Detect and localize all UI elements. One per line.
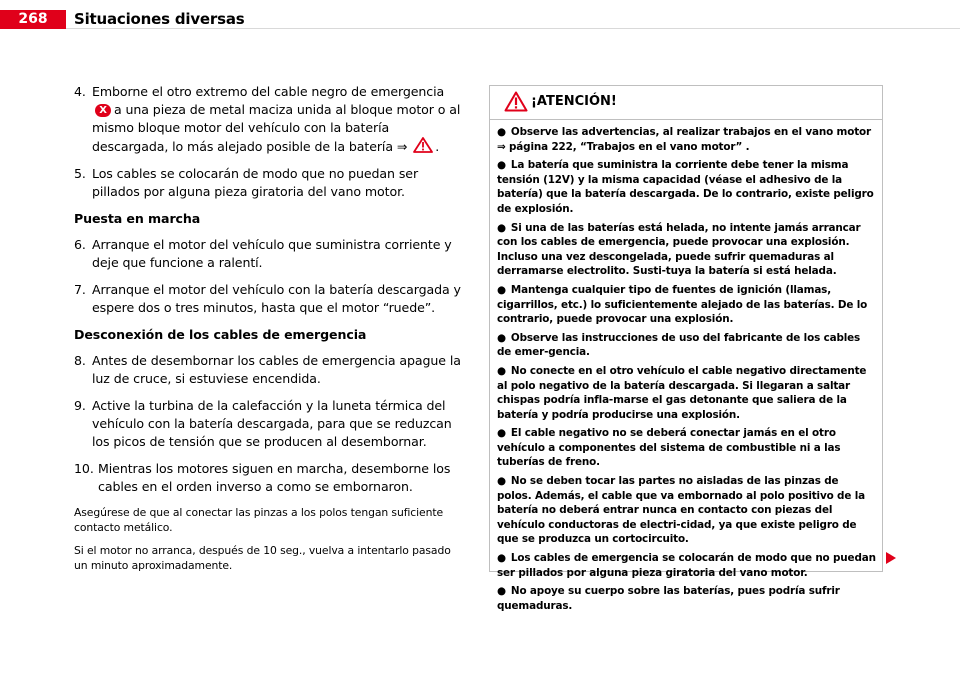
step-10: [74, 460, 466, 496]
warning-item: ● Si una de las baterías está helada, no intente jamás arrancar con los cables de emergencia, puede provocar una explosión. Incluso una vez descongelada, puede sufrir quemaduras al derramarse electrolito. Susti-tuya la batería si está helada.: [497, 221, 861, 278]
warning-item: ● No apoye su cuerpo sobre las baterías, pues podría sufrir quemaduras.: [497, 585, 840, 612]
bullet-icon: ●: [497, 221, 506, 234]
heading-desconexion: Desconexión de los cables de emergencia: [74, 327, 367, 342]
step-number: 5.: [74, 166, 86, 181]
bullet-icon: ●: [497, 159, 506, 172]
bullet-icon: ●: [497, 331, 506, 344]
warning-triangle-icon: [504, 91, 528, 112]
step-text: Active la turbina de la calefacción y la luneta térmica del vehículo con la batería descargada, para que se reduzcan los picos de tensión que se producen al desembornar.: [92, 398, 452, 449]
step-6: [74, 236, 466, 272]
bullet-icon: ●: [497, 364, 506, 377]
step-number: 7.: [74, 282, 86, 297]
step-8: [74, 352, 466, 388]
step-text: Emborne el otro extremo del cable negro de emergenciaX a una pieza de metal maciza unida al bloque motor o al mismo bloque motor del vehículo con la batería descargada, lo más alejado posible de la batería ⇒ .: [92, 84, 461, 154]
bullet-icon: ●: [497, 552, 506, 565]
warning-item: ● La batería que suministra la corriente debe tener la misma tensión (12V) y la misma capacidad (véase el adhesivo de la batería) que la batería descargada. De lo contrario, existe peligro de explosión.: [497, 159, 874, 215]
step-text: Mientras los motores siguen en marcha, desemborne los cables en el orden inverso a como se embornaron.: [98, 461, 451, 494]
note-contact: Asegúrese de que al conectar las pinzas a los polos tengan suficiente contacto metálico.: [74, 506, 443, 534]
step-number: 10.: [74, 461, 94, 476]
warning-triangle-icon: [413, 137, 433, 153]
warning-item: ● El cable negativo no se deberá conectar jamás en el otro vehículo a componentes del sistema de combustible ni a las tuberías de freno.: [497, 427, 841, 469]
section-title: Situaciones diversas: [74, 10, 245, 28]
warning-item: ● No conecte en el otro vehículo el cable negativo directamente al polo negativo de la batería descargada. Si llegaran a saltar chispas podría infla-marse el gas detonante que saliera de la batería y podría producirse una explosión.: [497, 364, 867, 421]
step-text: Antes de desembornar los cables de emergencia apague la luz de cruce, si estuviese encendida.: [92, 353, 461, 386]
warning-item: ● Observe las instrucciones de uso del fabricante de los cables de emer-gencia.: [497, 331, 861, 359]
step-7: [74, 281, 466, 317]
page-number: 268: [0, 10, 66, 29]
bullet-icon: ●: [497, 475, 506, 488]
header-rule: [66, 28, 960, 29]
instructions-column: [74, 83, 466, 581]
bullet-icon: ●: [497, 283, 506, 296]
warning-item: ● No se deben tocar las partes no aisladas de las pinzas de polos. Además, el cable que va embornado al polo positivo de la batería no deberá entrar nunca en contacto con piezas del vehículo conductoras de electri-cidad, ya que existe peligro de que se produzca un cortocircuito.: [497, 475, 865, 546]
step-text: Los cables se colocarán de modo que no puedan ser pillados por alguna pieza giratoria del vano motor.: [92, 166, 419, 199]
bullet-icon: ●: [497, 427, 506, 440]
warning-item: ● Observe las advertencias, al realizar trabajos en el vano motor ⇒ página 222, “Trabajos en el vano motor” .: [497, 126, 871, 153]
page-header: [0, 0, 960, 30]
note-retry: Si el motor no arranca, después de 10 seg., vuelva a intentarlo pasado un minuto aproximadamente.: [74, 544, 451, 572]
step-5: [74, 165, 466, 201]
step-number: 9.: [74, 398, 86, 413]
step-text: Arranque el motor del vehículo con la batería descargada y espere dos o tres minutos, hasta que el motor “ruede”.: [92, 282, 461, 315]
step-text: Arranque el motor del vehículo que suministra corriente y deje que funcione a ralentí.: [92, 237, 452, 270]
warning-title: ¡ATENCIÓN!: [531, 94, 617, 109]
bullet-icon: ●: [497, 585, 506, 598]
continue-arrow-icon: [885, 551, 897, 565]
step-number: 8.: [74, 353, 86, 368]
warning-header: [490, 86, 882, 120]
bullet-icon: ●: [497, 126, 506, 138]
step-4: [74, 83, 466, 156]
step-number: 6.: [74, 237, 86, 252]
step-9: [74, 397, 466, 451]
step-number: 4.: [74, 84, 86, 99]
warning-box: [489, 85, 883, 612]
warning-item: ● Los cables de emergencia se colocarán de modo que no puedan ser pillados por alguna pieza giratoria del vano motor.: [497, 552, 876, 579]
warning-list: [490, 120, 882, 613]
badge-x-icon: X: [95, 104, 111, 117]
heading-puesta-en-marcha: Puesta en marcha: [74, 211, 201, 226]
warning-item: ● Mantenga cualquier tipo de fuentes de ignición (llamas, cigarrillos, etc.) lo suficientemente alejado de las baterías. De lo contrario, puede provocar una explosión.: [497, 283, 868, 326]
